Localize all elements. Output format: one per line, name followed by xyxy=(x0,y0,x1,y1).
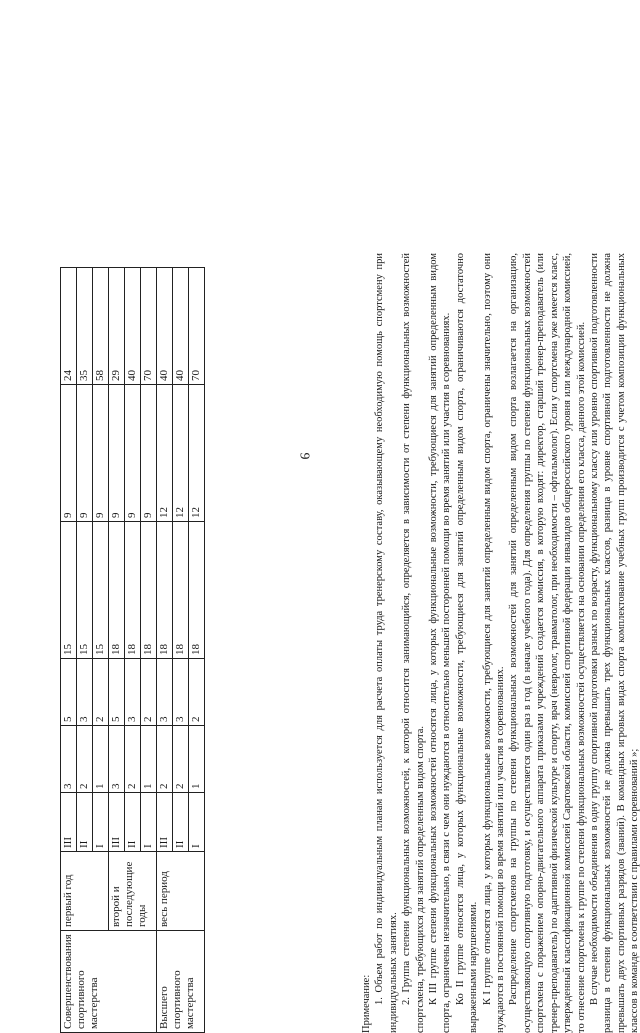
value-cell: 12 xyxy=(157,385,173,522)
value-cell: 3 xyxy=(109,726,125,793)
note-paragraph: В случае необходимости объединения в одну группу спортивной подготовки разных по возрасту, функциональному классу или уровню спортивной подготовленности разница в степени функциональных возможностей не должна превышать трех функциональных классов, разница в уровне спортивной подготовленности не должна превышать двух спортивных разрядов (званий). В командных игровых видах спорта комплектование учебных групп производится с учетом композиции функциональных классов в команде в соответствии с правилами соревнований »; xyxy=(588,253,640,1033)
value-cell: 2 xyxy=(93,659,109,726)
value-cell: 24 xyxy=(61,268,77,385)
group-cell: I xyxy=(189,793,205,852)
value-cell: 9 xyxy=(77,385,93,522)
group-cell: III xyxy=(109,793,125,852)
value-cell: 12 xyxy=(189,385,205,522)
training-load-table xyxy=(60,267,205,1033)
value-cell: 1 xyxy=(141,726,157,793)
value-cell: 15 xyxy=(93,522,109,659)
value-cell: 3 xyxy=(125,659,141,726)
group-cell: II xyxy=(173,793,189,852)
value-cell: 9 xyxy=(61,385,77,522)
value-cell: 40 xyxy=(157,268,173,385)
value-cell: 2 xyxy=(173,726,189,793)
page-number: 9 xyxy=(296,452,312,460)
value-cell: 1 xyxy=(93,726,109,793)
value-cell: 18 xyxy=(189,522,205,659)
value-cell: 12 xyxy=(173,385,189,522)
value-cell: 70 xyxy=(189,268,205,385)
value-cell: 9 xyxy=(93,385,109,522)
value-cell: 3 xyxy=(173,659,189,726)
group-cell: II xyxy=(125,793,141,852)
value-cell: 1 xyxy=(189,726,205,793)
value-cell: 18 xyxy=(109,522,125,659)
value-cell: 2 xyxy=(157,726,173,793)
note-paragraph: Ко II группе относятся лица, у которых функциональные возможности, требующиеся для занятий определенным видом спорта, ограничиваются достаточно выраженными нарушениями. xyxy=(454,253,480,1033)
value-cell: 18 xyxy=(125,522,141,659)
value-cell: 9 xyxy=(109,385,125,522)
note-paragraph: К I группе относятся лица, у которых функциональные возможности, требующиеся для занятий определенным видом спорта, ограничены значительно, поэтому они нуждаются в постоянной помощи во время занятий или участия в соревнованиях. xyxy=(481,253,507,1033)
value-cell: 3 xyxy=(77,659,93,726)
value-cell: 70 xyxy=(141,268,157,385)
rotated-page-content xyxy=(60,253,640,1033)
value-cell: 3 xyxy=(61,726,77,793)
value-cell: 3 xyxy=(157,659,173,726)
value-cell: 2 xyxy=(77,726,93,793)
value-cell: 15 xyxy=(61,522,77,659)
value-cell: 18 xyxy=(141,522,157,659)
value-cell: 2 xyxy=(189,659,205,726)
value-cell: 5 xyxy=(109,659,125,726)
group-cell: I xyxy=(141,793,157,852)
year-cell: весь период xyxy=(157,852,205,931)
note-paragraph: К III группе степени функциональных возможностей относятся лица, у которых функциональные возможности, требующиеся для занятий определенным видом спорта, ограничены незначительно, в связи с чем они нуждаются в относительно меньшей посторонней помощи во время занятий или участия в соревнованиях. xyxy=(428,253,453,1033)
notes-heading: Примечание: xyxy=(361,974,372,1033)
value-cell: 40 xyxy=(173,268,189,385)
stage-cell: Высшего спортивного мастерства xyxy=(157,931,205,1033)
notes-section xyxy=(360,253,640,1033)
group-cell: II xyxy=(77,793,93,852)
value-cell: 9 xyxy=(141,385,157,522)
value-cell: 15 xyxy=(77,522,93,659)
group-cell: III xyxy=(157,793,173,852)
stage-cell: Совершенствования спортивного мастерства xyxy=(61,931,157,1033)
note-paragraph: 2. Группа степени функциональных возможностей, к которой относится занимающийся, определяется в зависимости от степени функциональных возможностей спортсмена, требующихся для занятий определенным видом спорта. xyxy=(401,253,426,1033)
table-row xyxy=(157,268,173,1033)
value-cell: 58 xyxy=(93,268,109,385)
value-cell: 5 xyxy=(61,659,77,726)
group-cell: III xyxy=(61,793,77,852)
note-paragraph: Распределение спортсменов на группы по степени функциональных возможностей для занятий определенным видом спорта возлагается на организацию, осуществляющую спортивную подготовку, и осуществляется один раз в год (в начале учебного года). Для определения группы по степени функциональных возможностей спортсмена с поражением опорно-двигательного аппарата приказами учреждений создается комиссия, в которую входят: директор, старший тренер-преподаватель (или тренер-преподаватель) по адаптивной физической культуре и спорту, врач (невролог, травматолог, при необходимости – офтальмолог). Если у спортсмена уже имеется класс, утвержденный классификационной комиссией Саратовской области, комиссией спортивной федерации инвалидов общероссийского уровня или международной комиссией, то отнесение спортсмена к группе по степени функциональных возможностей осуществляется на основании определения его класса, данного этой комиссией. xyxy=(508,253,587,1033)
value-cell: 29 xyxy=(109,268,125,385)
value-cell: 2 xyxy=(125,726,141,793)
value-cell: 2 xyxy=(141,659,157,726)
group-cell: I xyxy=(93,793,109,852)
value-cell: 18 xyxy=(173,522,189,659)
table-row xyxy=(61,268,77,1033)
table-row xyxy=(109,268,125,1033)
value-cell: 35 xyxy=(77,268,93,385)
value-cell: 18 xyxy=(157,522,173,659)
note-paragraph: 1. Объем работ по индивидуальным планам используется для расчета оплаты труда тренерскому составу, оказывающему необходимую помощь спортсмену при индивидуальных занятиях. xyxy=(374,253,399,1033)
year-cell: первый год xyxy=(61,852,109,931)
value-cell: 40 xyxy=(125,268,141,385)
value-cell: 9 xyxy=(125,385,141,522)
year-cell: второй и последующие годы xyxy=(109,852,157,931)
